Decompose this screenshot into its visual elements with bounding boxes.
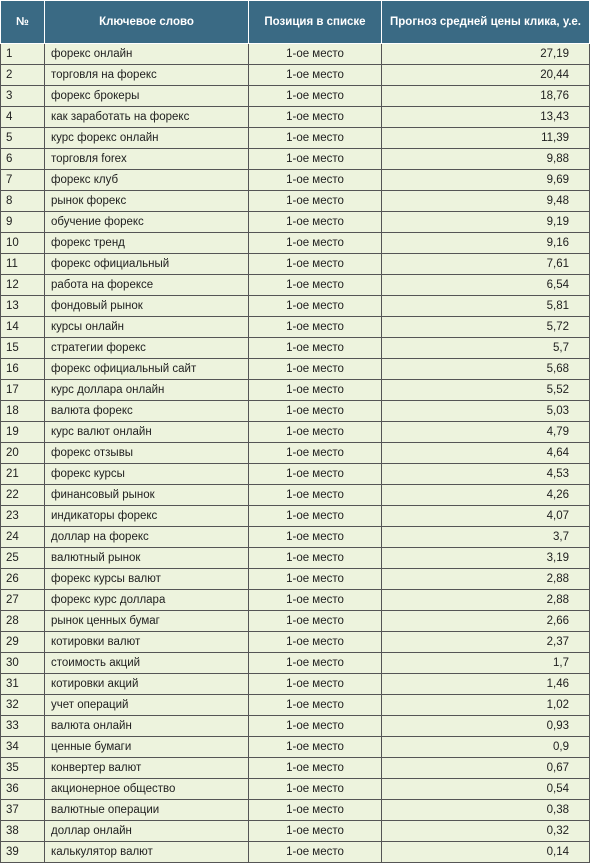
row-number: 34 [1, 737, 45, 758]
keyword-cell: индикаторы форекс [45, 506, 249, 527]
keyword-cell: валютные операции [45, 800, 249, 821]
table-row [1, 317, 590, 338]
position-cell: 1-ое место [249, 380, 382, 401]
price-cell: 5,03 [382, 401, 590, 422]
keyword-cell: торговля на форекс [45, 65, 249, 86]
keyword-cell: валюта форекс [45, 401, 249, 422]
table-row [1, 548, 590, 569]
row-number: 37 [1, 800, 45, 821]
keyword-cell: форекс курс доллара [45, 590, 249, 611]
table-row [1, 506, 590, 527]
position-cell: 1-ое место [249, 86, 382, 107]
position-cell: 1-ое место [249, 422, 382, 443]
table-row [1, 44, 590, 65]
price-cell: 0,14 [382, 842, 590, 863]
price-cell: 27,19 [382, 44, 590, 65]
row-number: 4 [1, 107, 45, 128]
price-cell: 4,79 [382, 422, 590, 443]
keyword-cell: форекс официальный сайт [45, 359, 249, 380]
keyword-cell: конвертер валют [45, 758, 249, 779]
position-cell: 1-ое место [249, 149, 382, 170]
position-cell: 1-ое место [249, 359, 382, 380]
table-row [1, 779, 590, 800]
header-price: Прогноз средней цены клика, у.е. [382, 1, 590, 44]
position-cell: 1-ое место [249, 485, 382, 506]
position-cell: 1-ое место [249, 401, 382, 422]
row-number: 13 [1, 296, 45, 317]
keyword-cell: котировки акций [45, 674, 249, 695]
keyword-cell: котировки валют [45, 632, 249, 653]
table-row [1, 380, 590, 401]
position-cell: 1-ое место [249, 65, 382, 86]
position-cell: 1-ое место [249, 275, 382, 296]
keyword-cell: форекс курсы [45, 464, 249, 485]
table-row [1, 212, 590, 233]
row-number: 32 [1, 695, 45, 716]
row-number: 23 [1, 506, 45, 527]
keyword-cell: рынок ценных бумаг [45, 611, 249, 632]
row-number: 36 [1, 779, 45, 800]
price-cell: 5,81 [382, 296, 590, 317]
position-cell: 1-ое место [249, 212, 382, 233]
price-cell: 3,19 [382, 548, 590, 569]
row-number: 19 [1, 422, 45, 443]
table-row [1, 695, 590, 716]
table-row [1, 611, 590, 632]
keyword-cell: курс валют онлайн [45, 422, 249, 443]
keyword-cell: торговля forex [45, 149, 249, 170]
row-number: 29 [1, 632, 45, 653]
keyword-cell: акционерное общество [45, 779, 249, 800]
price-cell: 9,69 [382, 170, 590, 191]
row-number: 25 [1, 548, 45, 569]
row-number: 8 [1, 191, 45, 212]
price-cell: 6,54 [382, 275, 590, 296]
table-row [1, 107, 590, 128]
keyword-cell: стоимость акций [45, 653, 249, 674]
table-row [1, 527, 590, 548]
position-cell: 1-ое место [249, 44, 382, 65]
price-cell: 9,48 [382, 191, 590, 212]
table-body [1, 44, 590, 863]
table-row [1, 758, 590, 779]
keyword-cell: валюта онлайн [45, 716, 249, 737]
position-cell: 1-ое место [249, 842, 382, 863]
keyword-cell: работа на форексе [45, 275, 249, 296]
position-cell: 1-ое место [249, 254, 382, 275]
keyword-cell: валютный рынок [45, 548, 249, 569]
keyword-cell: форекс онлайн [45, 44, 249, 65]
table-row [1, 254, 590, 275]
row-number: 18 [1, 401, 45, 422]
row-number: 11 [1, 254, 45, 275]
row-number: 17 [1, 380, 45, 401]
keyword-cell: доллар на форекс [45, 527, 249, 548]
position-cell: 1-ое место [249, 779, 382, 800]
table-row [1, 233, 590, 254]
row-number: 27 [1, 590, 45, 611]
table-row [1, 674, 590, 695]
position-cell: 1-ое место [249, 527, 382, 548]
table-row [1, 485, 590, 506]
price-cell: 0,38 [382, 800, 590, 821]
row-number: 2 [1, 65, 45, 86]
position-cell: 1-ое место [249, 506, 382, 527]
price-cell: 2,88 [382, 569, 590, 590]
price-cell: 7,61 [382, 254, 590, 275]
position-cell: 1-ое место [249, 611, 382, 632]
position-cell: 1-ое место [249, 653, 382, 674]
price-cell: 2,66 [382, 611, 590, 632]
row-number: 26 [1, 569, 45, 590]
price-cell: 9,16 [382, 233, 590, 254]
price-cell: 4,07 [382, 506, 590, 527]
price-cell: 0,54 [382, 779, 590, 800]
price-cell: 1,7 [382, 653, 590, 674]
price-cell: 0,9 [382, 737, 590, 758]
price-cell: 5,68 [382, 359, 590, 380]
table-row [1, 149, 590, 170]
header-keyword: Ключевое слово [45, 1, 249, 44]
position-cell: 1-ое место [249, 128, 382, 149]
row-number: 35 [1, 758, 45, 779]
keyword-cell: фондовый рынок [45, 296, 249, 317]
row-number: 6 [1, 149, 45, 170]
table-row [1, 800, 590, 821]
row-number: 14 [1, 317, 45, 338]
position-cell: 1-ое место [249, 821, 382, 842]
position-cell: 1-ое место [249, 233, 382, 254]
position-cell: 1-ое место [249, 569, 382, 590]
row-number: 31 [1, 674, 45, 695]
header-row [1, 1, 590, 44]
position-cell: 1-ое место [249, 590, 382, 611]
price-cell: 3,7 [382, 527, 590, 548]
row-number: 39 [1, 842, 45, 863]
position-cell: 1-ое место [249, 758, 382, 779]
price-cell: 2,37 [382, 632, 590, 653]
position-cell: 1-ое место [249, 296, 382, 317]
keyword-cell: курсы онлайн [45, 317, 249, 338]
price-cell: 1,46 [382, 674, 590, 695]
position-cell: 1-ое место [249, 464, 382, 485]
price-cell: 13,43 [382, 107, 590, 128]
header-position: Позиция в списке [249, 1, 382, 44]
row-number: 12 [1, 275, 45, 296]
price-cell: 4,53 [382, 464, 590, 485]
position-cell: 1-ое место [249, 632, 382, 653]
row-number: 22 [1, 485, 45, 506]
row-number: 15 [1, 338, 45, 359]
price-cell: 5,52 [382, 380, 590, 401]
keyword-cell: форекс официальный [45, 254, 249, 275]
row-number: 38 [1, 821, 45, 842]
table-row [1, 716, 590, 737]
position-cell: 1-ое место [249, 191, 382, 212]
keyword-cell: форекс курсы валют [45, 569, 249, 590]
table-row [1, 275, 590, 296]
table-row [1, 86, 590, 107]
keyword-cell: доллар онлайн [45, 821, 249, 842]
price-cell: 20,44 [382, 65, 590, 86]
position-cell: 1-ое место [249, 443, 382, 464]
keyword-cell: финансовый рынок [45, 485, 249, 506]
row-number: 1 [1, 44, 45, 65]
keyword-cell: рынок форекс [45, 191, 249, 212]
price-cell: 1,02 [382, 695, 590, 716]
position-cell: 1-ое место [249, 317, 382, 338]
price-cell: 2,88 [382, 590, 590, 611]
price-cell: 18,76 [382, 86, 590, 107]
position-cell: 1-ое место [249, 737, 382, 758]
position-cell: 1-ое место [249, 170, 382, 191]
price-cell: 5,72 [382, 317, 590, 338]
position-cell: 1-ое место [249, 548, 382, 569]
table-row [1, 170, 590, 191]
row-number: 28 [1, 611, 45, 632]
row-number: 10 [1, 233, 45, 254]
price-cell: 9,88 [382, 149, 590, 170]
price-cell: 4,64 [382, 443, 590, 464]
row-number: 16 [1, 359, 45, 380]
position-cell: 1-ое место [249, 716, 382, 737]
table-row [1, 338, 590, 359]
table-row [1, 128, 590, 149]
position-cell: 1-ое место [249, 107, 382, 128]
table-row [1, 359, 590, 380]
keyword-cell: как заработать на форекс [45, 107, 249, 128]
row-number: 9 [1, 212, 45, 233]
position-cell: 1-ое место [249, 695, 382, 716]
table-row [1, 632, 590, 653]
keyword-cell: форекс брокеры [45, 86, 249, 107]
row-number: 20 [1, 443, 45, 464]
table-row [1, 653, 590, 674]
table-row [1, 569, 590, 590]
keyword-cell: курс форекс онлайн [45, 128, 249, 149]
row-number: 33 [1, 716, 45, 737]
table-row [1, 737, 590, 758]
table-row [1, 401, 590, 422]
keyword-cell: калькулятор валют [45, 842, 249, 863]
table-row [1, 422, 590, 443]
table-row [1, 296, 590, 317]
keyword-cell: форекс отзывы [45, 443, 249, 464]
keyword-cell: курс доллара онлайн [45, 380, 249, 401]
price-cell: 5,7 [382, 338, 590, 359]
keyword-cell: ценные бумаги [45, 737, 249, 758]
price-cell: 4,26 [382, 485, 590, 506]
table-header [1, 1, 590, 44]
price-cell: 0,32 [382, 821, 590, 842]
price-cell: 0,67 [382, 758, 590, 779]
keyword-cell: учет операций [45, 695, 249, 716]
row-number: 30 [1, 653, 45, 674]
position-cell: 1-ое место [249, 800, 382, 821]
position-cell: 1-ое место [249, 338, 382, 359]
row-number: 3 [1, 86, 45, 107]
row-number: 5 [1, 128, 45, 149]
table-row [1, 464, 590, 485]
price-cell: 11,39 [382, 128, 590, 149]
keyword-cell: форекс тренд [45, 233, 249, 254]
row-number: 24 [1, 527, 45, 548]
row-number: 21 [1, 464, 45, 485]
keyword-cell: форекс клуб [45, 170, 249, 191]
table-row [1, 443, 590, 464]
table-row [1, 821, 590, 842]
price-cell: 9,19 [382, 212, 590, 233]
row-number: 7 [1, 170, 45, 191]
price-cell: 0,93 [382, 716, 590, 737]
keyword-cell: стратегии форекс [45, 338, 249, 359]
header-num: № [1, 1, 45, 44]
table-row [1, 65, 590, 86]
table-row [1, 842, 590, 863]
keyword-cell: обучение форекс [45, 212, 249, 233]
position-cell: 1-ое место [249, 674, 382, 695]
table-row [1, 191, 590, 212]
table-row [1, 590, 590, 611]
